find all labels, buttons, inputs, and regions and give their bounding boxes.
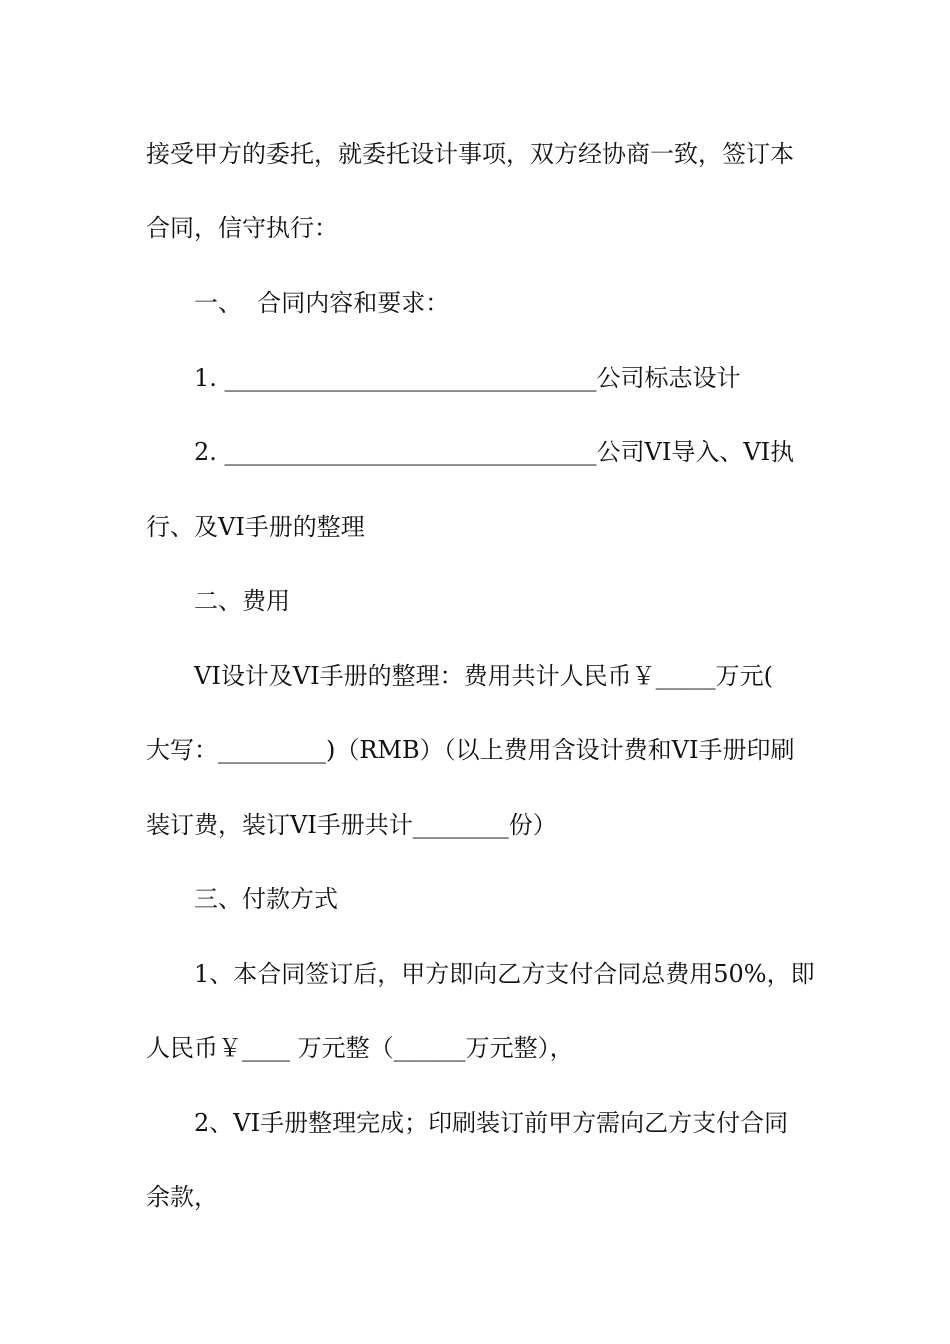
list-item-logo-design: 1. _______________________________公司标志设计	[194, 364, 741, 392]
body-text-line: 接受甲方的委托，就委托设计事项，双方经协商一致，签订本	[146, 140, 794, 168]
payment-clause-line: 2、VI手册整理完成；印刷装订前甲方需向乙方支付合同	[194, 1109, 789, 1137]
fees-paragraph-line: VI设计及VI手册的整理：费用共计人民币￥_____万元(	[194, 662, 773, 690]
fees-paragraph-line: 大写：_________)（RMB）（以上费用含设计费和VI手册印刷	[146, 736, 795, 764]
section-heading-contract-content: 一、 合同内容和要求：	[194, 289, 450, 317]
payment-clause-line: 余款，	[146, 1183, 218, 1211]
section-heading-fees: 二、费用	[194, 587, 290, 615]
fees-paragraph-line: 装订费，装订VI手册共计________份）	[146, 811, 557, 839]
list-item-vi-import: 2. _______________________________公司VI导入、VI执	[194, 438, 795, 466]
body-text-line: 行、及VI手册的整理	[146, 513, 365, 541]
section-heading-payment: 三、付款方式	[194, 885, 338, 913]
payment-clause-line: 人民币￥____ 万元整（______万元整），	[146, 1034, 574, 1062]
body-text-line: 合同，信守执行：	[146, 214, 338, 242]
payment-clause-line: 1、本合同签订后，甲方即向乙方支付合同总费用50%，即	[194, 960, 815, 988]
